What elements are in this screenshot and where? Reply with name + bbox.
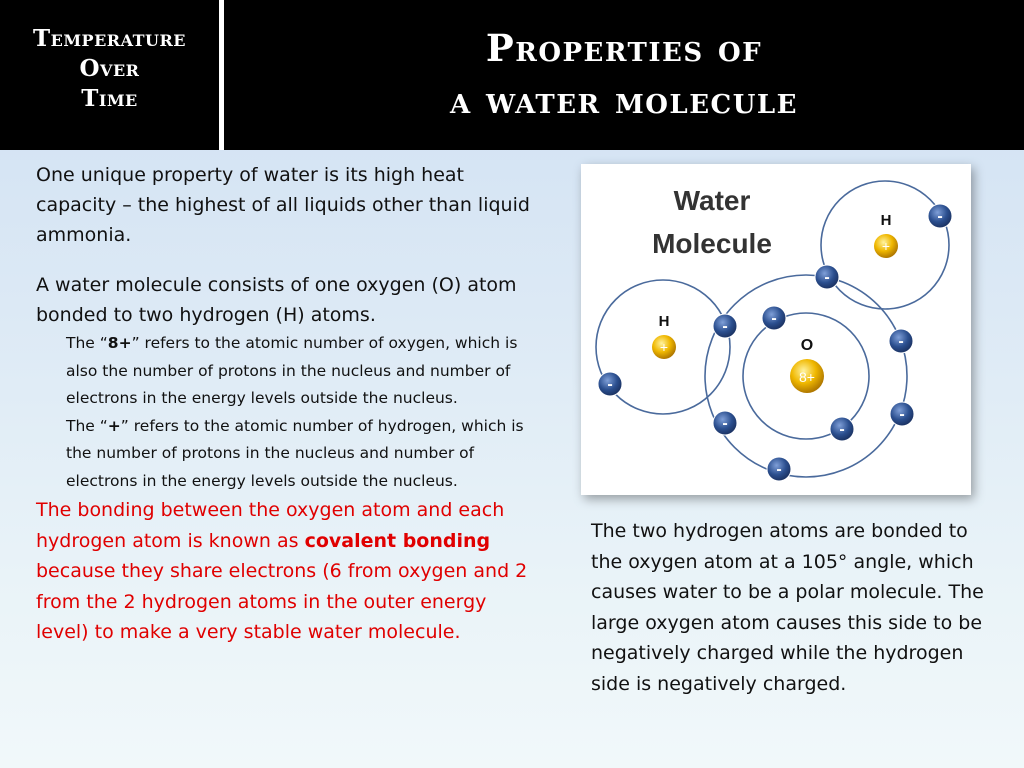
electron-sign: - <box>898 333 904 350</box>
electron-9 <box>830 417 854 441</box>
electron-sign: - <box>899 406 905 423</box>
brand-line-1: Temperature <box>33 25 186 52</box>
left-text-column <box>36 160 536 648</box>
electron-3 <box>762 306 786 330</box>
slide-header <box>0 0 1024 150</box>
bonding-text: The bonding between the oxygen atom and each hydrogen atom is known as <box>36 499 505 552</box>
electron-8 <box>713 411 737 435</box>
slide-title-line-1: Properties of <box>485 26 763 70</box>
electron-sign: - <box>776 461 782 478</box>
diagram-title-line-1: Water <box>673 185 751 216</box>
slide-title-line-2: a water molecule <box>450 78 798 122</box>
covalent-bonding-term: covalent bonding <box>304 529 491 552</box>
hydrogen-left-charge: + <box>659 339 669 355</box>
oxygen-label: O <box>800 337 814 354</box>
brand-line-2: Over <box>79 55 140 82</box>
hydrogen-right-charge: + <box>881 238 891 254</box>
polarity-caption: The two hydrogen atoms are bonded to the oxygen atom at a 105° angle, which causes water to be a polar molecule. The large oxygen atom causes this side to be negatively charged while the hydrogen side is negatively charged. <box>591 520 984 695</box>
molecule-composition-paragraph: A water molecule consists of one oxygen (O) atom bonded to two hydrogen (H) atoms. <box>36 274 517 326</box>
diagram-title-line-2: Molecule <box>652 228 772 259</box>
note-text: The “ <box>66 334 108 352</box>
electron-sign: - <box>771 310 777 327</box>
electron-sign: - <box>722 415 728 432</box>
electron-6 <box>598 372 622 396</box>
electron-sign: - <box>839 421 845 438</box>
oxygen-atomic-number-note <box>66 330 536 413</box>
hydrogen-charge-term: + <box>107 416 121 435</box>
electron-sign: - <box>722 318 728 335</box>
note-text: ” refers to the atomic number of hydrogen, which is the number of protons in the nucleus and number of electrons in the energy levels outside the nucleus. <box>66 416 524 490</box>
oxygen-charge: 8+ <box>799 369 815 385</box>
electron-sign: - <box>824 269 830 286</box>
electron-4 <box>713 314 737 338</box>
slide-title <box>224 22 1024 126</box>
hydrogen-atomic-number-note <box>66 413 536 496</box>
electron-1 <box>928 204 952 228</box>
electron-sign: - <box>937 208 943 225</box>
hydrogen-left-label: H <box>658 313 670 330</box>
bonding-text: because they share electrons (6 from oxygen and 2 from the 2 hydrogen atoms in the outer energy level) to make a very stable water molecule. <box>36 560 528 643</box>
electron-7 <box>890 402 914 426</box>
brand-title <box>0 24 219 114</box>
brand-line-3: Time <box>81 85 138 112</box>
electron-10 <box>767 457 791 481</box>
covalent-bonding-paragraph <box>36 495 536 648</box>
electron-5 <box>889 329 913 353</box>
water-molecule-svg <box>581 164 971 495</box>
water-molecule-diagram <box>581 164 971 495</box>
heat-capacity-paragraph: One unique property of water is its high heat capacity – the highest of all liquids other than liquid ammonia. <box>36 164 530 246</box>
electron-sign: - <box>607 376 613 393</box>
oxygen-charge-term: 8+ <box>107 334 132 352</box>
electron-2 <box>815 265 839 289</box>
hydrogen-right-label: H <box>880 212 892 229</box>
note-text: ” refers to the atomic number of oxygen, which is also the number of protons in the nucleus and number of electrons in the energy levels outside the nucleus. <box>66 334 518 407</box>
note-text: The “ <box>66 416 108 435</box>
